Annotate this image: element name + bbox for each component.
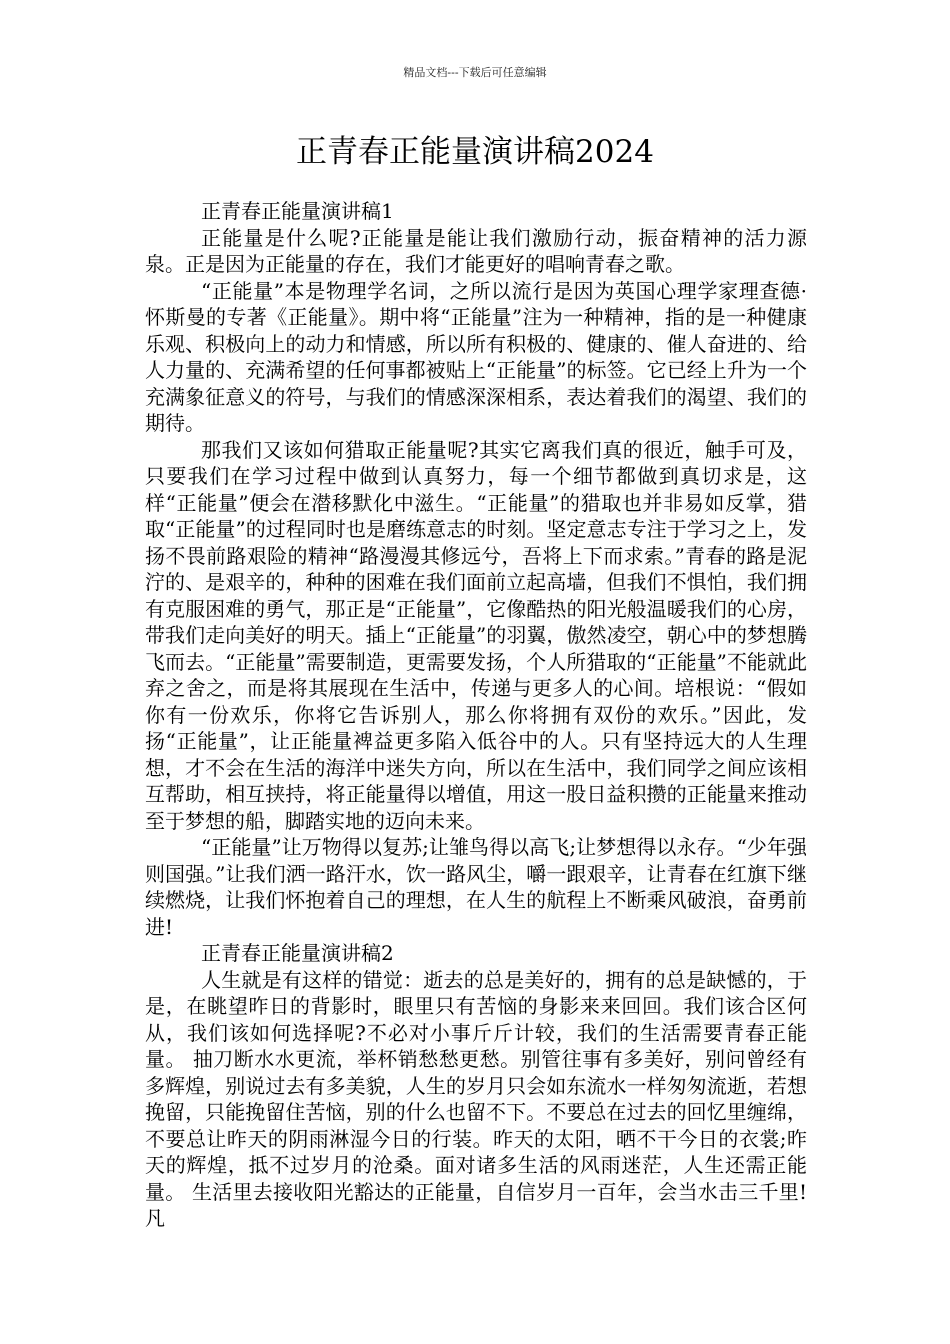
header-note: 精品文档---下载后可任意编辑 (403, 66, 547, 79)
section-heading-2: 正青春正能量演讲稿2 (201, 941, 394, 965)
paragraph: 那我们又该如何猎取正能量呢?其实它离我们真的很近，触手可及，只要我们在学习过程中做到认真努力，每一个细节都做到真切求是，这样“正能量”便会在潜移默化中滋生。“正能量”的猎取也并非易如反掌，猎取“正能量”的过程同时也是磨练意志的时刻。坚定意志专注于学习之上，发扬不畏前路艰险的精神“路漫漫其修远兮，吾将上下而求索。”青春的路是泥泞的、是艰辛的，种种的困难在我们面前立起高墙，但我们不惧怕，我们拥有克服困难的勇气，那正是“正能量”，它像酷热的阳光般温暖我们的心房，带我们走向美好的明天。插上“正能量”的羽翼，傲然凌空，朝心中的梦想腾飞而去。“正能量”需要制造，更需要发扬，个人所猎取的“正能量”不能就此弃之舍之，而是将其展现在生活中，传递与更多人的心间。培根说：“假如你有一份欢乐，你将它告诉别人，那么你将拥有双份的欢乐。”因此，发扬“正能量”，让正能量裨益更多陷入低谷中的人。只有坚持远大的人生理想，才不会在生活的海洋中迷失方向，所以在生活中，我们同学之间应该相互帮助，相互挟持，将正能量得以增值，用这一股日益积攒的正能量来推动至于梦想的船，脚踏实地的迈向未来。 (145, 437, 807, 833)
paragraph: “正能量”让万物得以复苏;让雏鸟得以高飞;让梦想得以永存。“少年强则国强。”让我们洒一路汗水，饮一路风尘，嚼一跟艰辛，让青春在红旗下继续燃烧，让我们怀抱着自己的理想，在人生的航程上不断乘风破浪，奋勇前进! (145, 835, 807, 939)
paragraph: 正能量是什么呢?正能量是能让我们激励行动，振奋精神的活力源泉。正是因为正能量的存在，我们才能更好的唱响青春之歌。 (145, 225, 807, 276)
document-title: 正青春正能量演讲稿2024 (296, 134, 654, 170)
section-heading-1: 正青春正能量演讲稿1 (201, 199, 394, 223)
document-body (145, 198, 807, 1232)
paragraph: 人生就是有这样的错觉：逝去的总是美好的，拥有的总是缺憾的，于是，在眺望昨日的背影时，眼里只有苦恼的身影来来回回。我们该合区何从，我们该如何选择呢?不必对小事斤斤计较，我们的生活需要青春正能量。 抽刀断水水更流，举杯销愁愁更愁。别管往事有多美好，别问曾经有多辉煌，别说过去有多美貌，人生的岁月只会如东流水一样匆匆流逝，若想挽留，只能挽留住苦恼，别的什么也留不下。不要总在过去的回忆里缠绵，不要总让昨天的阴雨淋湿今日的行装。昨天的太阳，晒不干今日的衣裳;昨天的辉煌，抵不过岁月的沧桑。面对诸多生活的风雨迷茫，人生还需正能量。 生活里去接收阳光豁达的正能量，自信岁月一百年，会当水击三千里!凡 (145, 967, 807, 1230)
paragraph: “正能量”本是物理学名词，之所以流行是因为英国心理学家理查德·怀斯曼的专著《正能量》。期中将“正能量”注为一种精神，指的是一种健康乐观、积极向上的动力和情感，所以所有积极的、健康的、催人奋进的、给人力量的、充满希望的任何事都被贴上“正能量”的标签。它已经上升为一个充满象征意义的符号，与我们的情感深深相系，表达着我们的渴望、我们的期待。 (145, 278, 807, 435)
